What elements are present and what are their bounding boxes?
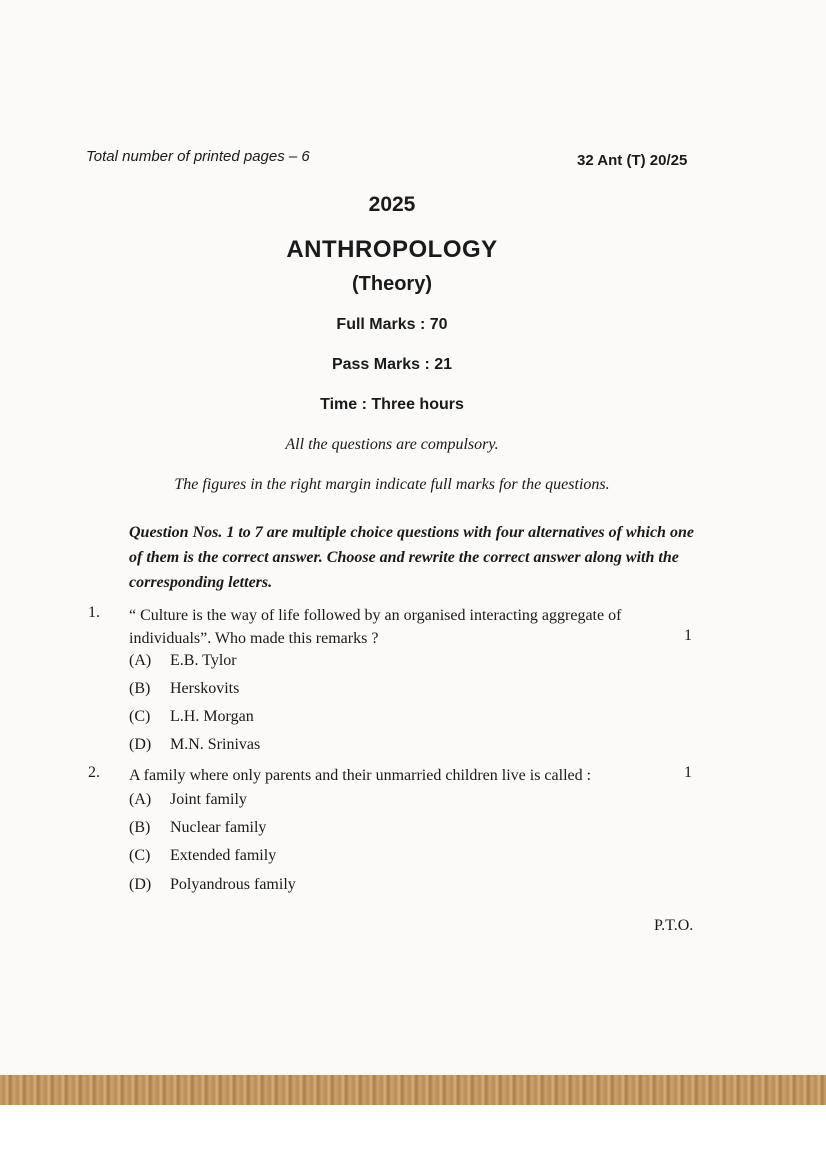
question-number: 2. xyxy=(88,764,100,781)
question-marks: 1 xyxy=(684,764,692,781)
option-d xyxy=(129,736,260,754)
question-marks: 1 xyxy=(684,627,692,644)
mcq-instructions: Question Nos. 1 to 7 are multiple choice questions with four alternatives of which one of them is the correct answer. Choose and rewrite the correct answer along with the corresponding letters. xyxy=(129,524,694,591)
option-letter: (D) xyxy=(129,876,152,893)
figures-note: The figures in the right margin indicate full marks for the questions. xyxy=(174,476,610,493)
option-letter: (A) xyxy=(129,791,152,808)
question-text-line: individuals”. Who made this remarks ? xyxy=(129,630,379,647)
option-a xyxy=(129,652,237,670)
blank-margin xyxy=(0,1105,826,1169)
option-b xyxy=(129,680,239,698)
option-b xyxy=(129,819,266,837)
option-letter: (B) xyxy=(129,680,151,697)
please-turn-over: P.T.O. xyxy=(654,917,694,934)
question-text: A family where only parents and their unmarried children live is called : xyxy=(129,767,592,784)
exam-year: 2025 xyxy=(368,193,416,216)
time-allowed: Time : Three hours xyxy=(320,396,464,413)
paper-type: (Theory) xyxy=(352,273,432,295)
option-text: Herskovits xyxy=(170,680,240,697)
option-text: Nuclear family xyxy=(170,819,267,836)
option-letter: (D) xyxy=(129,736,152,753)
question-number: 1. xyxy=(88,604,100,621)
option-text: Extended family xyxy=(170,847,277,864)
paper-code: 32 Ant (T) 20/25 xyxy=(577,152,688,169)
option-text: L.H. Morgan xyxy=(170,708,254,725)
option-a xyxy=(129,791,247,809)
option-text: M.N. Srinivas xyxy=(170,736,261,753)
question-text-line: “ Culture is the way of life followed by an organised interacting aggregate of xyxy=(129,607,622,624)
option-c xyxy=(129,847,276,865)
pass-marks: Pass Marks : 21 xyxy=(331,356,453,373)
option-text: E.B. Tylor xyxy=(170,652,237,669)
option-letter: (C) xyxy=(129,847,151,864)
full-marks: Full Marks : 70 xyxy=(336,316,448,333)
option-letter: (A) xyxy=(129,652,152,669)
option-c xyxy=(129,708,254,726)
option-d xyxy=(129,876,296,894)
wooden-surface xyxy=(0,1075,826,1105)
option-letter: (B) xyxy=(129,819,151,836)
option-text: Joint family xyxy=(170,791,247,808)
option-text: Polyandrous family xyxy=(170,876,296,893)
compulsory-note: All the questions are compulsory. xyxy=(285,436,499,453)
subject-title: ANTHROPOLOGY xyxy=(286,236,498,263)
printed-pages-note: Total number of printed pages – 6 xyxy=(86,148,310,165)
option-letter: (C) xyxy=(129,708,151,725)
question-text xyxy=(129,604,704,650)
